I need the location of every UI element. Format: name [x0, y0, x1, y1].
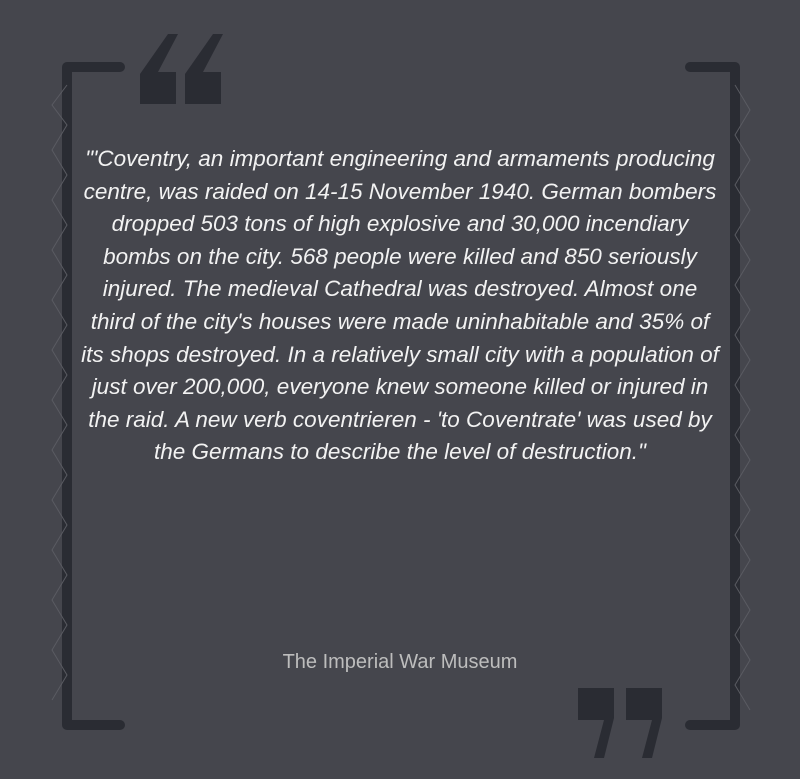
quote-text: "'Coventry, an important engineering and armaments producing centre, was raided on 14-15 November 1940. German bombers dropped 503 tons of high explosive and 30,000 incendiary bombs on the city. 568 people were killed and 850 seriously injured. The medieval Cathedral was destroyed. Almost one third of the city's houses were made uninhabitable and 35% of its shops destroyed. In a relatively small city with a population of just over 200,000, everyone knew someone killed or injured in the raid. A new verb coventrieren - 'to Coventrate' was used by the Germans to describe the level of destruction."	[81, 146, 719, 465]
open-quote-icon	[140, 34, 223, 104]
quote-attribution: The Imperial War Museum	[282, 651, 518, 673]
close-quote-icon	[578, 688, 662, 758]
